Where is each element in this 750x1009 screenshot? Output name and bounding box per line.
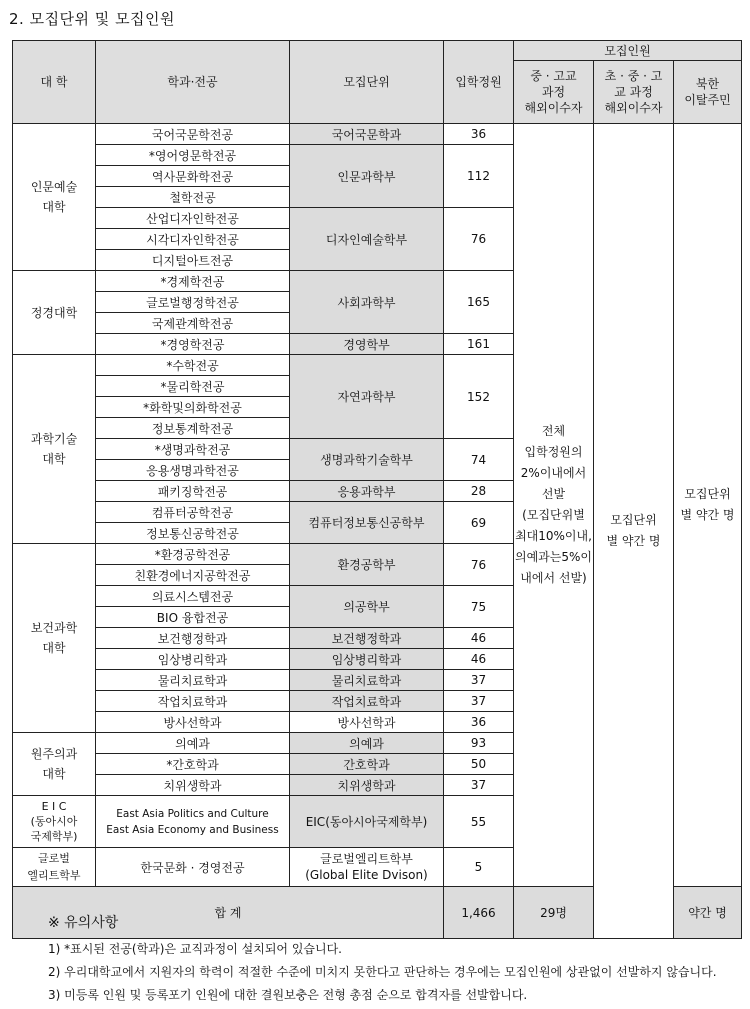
- college-health: 보건과학 대학: [13, 544, 96, 733]
- unit-cell: 응용과학부: [290, 481, 444, 502]
- unit-cell: 방사선학과: [290, 712, 444, 733]
- overseas-secondary-cell: 전체 입학정원의 2%이내에서 선발 (모집단위별 최대10%이내, 의예과는5%이 내에서 선발): [514, 124, 594, 887]
- unit-cell: 보건행정학과: [290, 628, 444, 649]
- unit-cell: 경영학부: [290, 334, 444, 355]
- major-cell: 국어국문학전공: [96, 124, 290, 145]
- major-cell: *수학전공: [96, 355, 290, 376]
- quota-cell: 5: [444, 848, 514, 887]
- major-cell: *간호학과: [96, 754, 290, 775]
- quota-cell: 112: [444, 145, 514, 208]
- unit-cell: 디자인예술학부: [290, 208, 444, 271]
- college-global: 글로벌 엘리트학부: [13, 848, 96, 887]
- quota-cell: 46: [444, 628, 514, 649]
- major-cell: *물리학전공: [96, 376, 290, 397]
- major-cell: 시각디자인학전공: [96, 229, 290, 250]
- unit-cell: 작업치료학과: [290, 691, 444, 712]
- major-cell: 철학전공: [96, 187, 290, 208]
- quota-cell: 55: [444, 796, 514, 848]
- total-label: 합 계: [13, 887, 444, 939]
- major-cell: 한국문화 · 경영전공: [96, 848, 290, 887]
- quota-cell: 74: [444, 439, 514, 481]
- major-cell: BIO 융합전공: [96, 607, 290, 628]
- major-cell: 작업치료학과: [96, 691, 290, 712]
- header-recruit: 모집인원: [514, 41, 742, 61]
- header-quota: 입학정원: [444, 41, 514, 124]
- quota-cell: 165: [444, 271, 514, 334]
- unit-cell: 글로벌엘리트학부 (Global Elite Dvison): [290, 848, 444, 887]
- major-cell: *생명과학전공: [96, 439, 290, 460]
- unit-cell: 임상병리학과: [290, 649, 444, 670]
- quota-cell: 76: [444, 544, 514, 586]
- header-college: 대 학: [13, 41, 96, 124]
- total-quota: 1,466: [444, 887, 514, 939]
- header-defector: 북한 이탈주민: [674, 61, 742, 124]
- quota-cell: 37: [444, 670, 514, 691]
- major-cell: 보건행정학과: [96, 628, 290, 649]
- major-cell: 글로벌행정학전공: [96, 292, 290, 313]
- college-science: 과학기술 대학: [13, 355, 96, 544]
- quota-cell: 75: [444, 586, 514, 628]
- admission-table: [12, 40, 742, 939]
- major-cell: 정보통신공학전공: [96, 523, 290, 544]
- major-cell: 방사선학과: [96, 712, 290, 733]
- unit-cell: 환경공학부: [290, 544, 444, 586]
- unit-cell: 국어국문학과: [290, 124, 444, 145]
- college-wonju: 원주의과 대학: [13, 733, 96, 796]
- total-full: 약간 명: [674, 887, 742, 939]
- major-cell: 역사문화학전공: [96, 166, 290, 187]
- quota-cell: 152: [444, 355, 514, 439]
- quota-cell: 36: [444, 124, 514, 145]
- unit-cell: 간호학과: [290, 754, 444, 775]
- unit-cell: 컴퓨터정보통신공학부: [290, 502, 444, 544]
- header-overseas-full: 초 · 중 · 고 교 과정 해외이수자: [594, 61, 674, 124]
- major-cell: 응용생명과학전공: [96, 460, 290, 481]
- major-cell: *환경공학전공: [96, 544, 290, 565]
- quota-cell: 37: [444, 775, 514, 796]
- quota-cell: 69: [444, 502, 514, 544]
- college-eic: E I C (동아시아 국제학부): [13, 796, 96, 848]
- note-item: 3) 미등록 인원 및 등록포기 인원에 대한 결원보충은 전형 총점 순으로 합격자를 선발합니다.: [48, 988, 528, 1002]
- quota-cell: 46: [444, 649, 514, 670]
- major-cell: 정보통계학전공: [96, 418, 290, 439]
- major-cell: 컴퓨터공학전공: [96, 502, 290, 523]
- total-secondary: 29명: [514, 887, 594, 939]
- unit-cell: 자연과학부: [290, 355, 444, 439]
- unit-cell: 인문과학부: [290, 145, 444, 208]
- major-cell: 디지털아트전공: [96, 250, 290, 271]
- major-cell: 패키징학전공: [96, 481, 290, 502]
- major-cell: *영어영문학전공: [96, 145, 290, 166]
- major-cell: 국제관계학전공: [96, 313, 290, 334]
- college-poliecon: 정경대학: [13, 271, 96, 355]
- major-cell: East Asia Politics and Culture East Asia Economy and Business: [96, 796, 290, 848]
- defector-cell: 모집단위 별 약간 명: [674, 124, 742, 887]
- unit-cell: 의예과: [290, 733, 444, 754]
- quota-cell: 37: [444, 691, 514, 712]
- major-cell: *경영학전공: [96, 334, 290, 355]
- major-cell: *경제학전공: [96, 271, 290, 292]
- unit-cell: 의공학부: [290, 586, 444, 628]
- note-item: 2) 우리대학교에서 지원자의 학력이 적절한 수준에 미치지 못한다고 판단하는 경우에는 모집인원에 상관없이 선발하지 않습니다.: [48, 965, 717, 979]
- major-cell: 물리치료학과: [96, 670, 290, 691]
- section-title: 2. 모집단위 및 모집인원: [9, 10, 176, 28]
- quota-cell: 161: [444, 334, 514, 355]
- overseas-full-cell: 모집단위 별 약간 명: [594, 124, 674, 939]
- unit-cell: 사회과학부: [290, 271, 444, 334]
- quota-cell: 93: [444, 733, 514, 754]
- major-cell: 친환경에너지공학전공: [96, 565, 290, 586]
- major-cell: 산업디자인학전공: [96, 208, 290, 229]
- header-major: 학과·전공: [96, 41, 290, 124]
- note-item: 1) *표시된 전공(학과)은 교직과정이 설치되어 있습니다.: [48, 942, 343, 956]
- major-cell: *화학및의화학전공: [96, 397, 290, 418]
- major-cell: 임상병리학과: [96, 649, 290, 670]
- unit-cell: EIC(동아시아국제학부): [290, 796, 444, 848]
- unit-cell: 치위생학과: [290, 775, 444, 796]
- header-overseas-secondary: 중 · 고교 과정 해외이수자: [514, 61, 594, 124]
- header-unit: 모집단위: [290, 41, 444, 124]
- notes-section: [48, 912, 717, 1009]
- notes-heading: ※ 유의사항: [48, 915, 119, 931]
- major-cell: 의예과: [96, 733, 290, 754]
- quota-cell: 36: [444, 712, 514, 733]
- unit-cell: 물리치료학과: [290, 670, 444, 691]
- quota-cell: 28: [444, 481, 514, 502]
- quota-cell: 76: [444, 208, 514, 271]
- major-cell: 의료시스템전공: [96, 586, 290, 607]
- quota-cell: 50: [444, 754, 514, 775]
- unit-cell: 생명과학기술학부: [290, 439, 444, 481]
- college-humanities: 인문예술 대학: [13, 124, 96, 271]
- major-cell: 치위생학과: [96, 775, 290, 796]
